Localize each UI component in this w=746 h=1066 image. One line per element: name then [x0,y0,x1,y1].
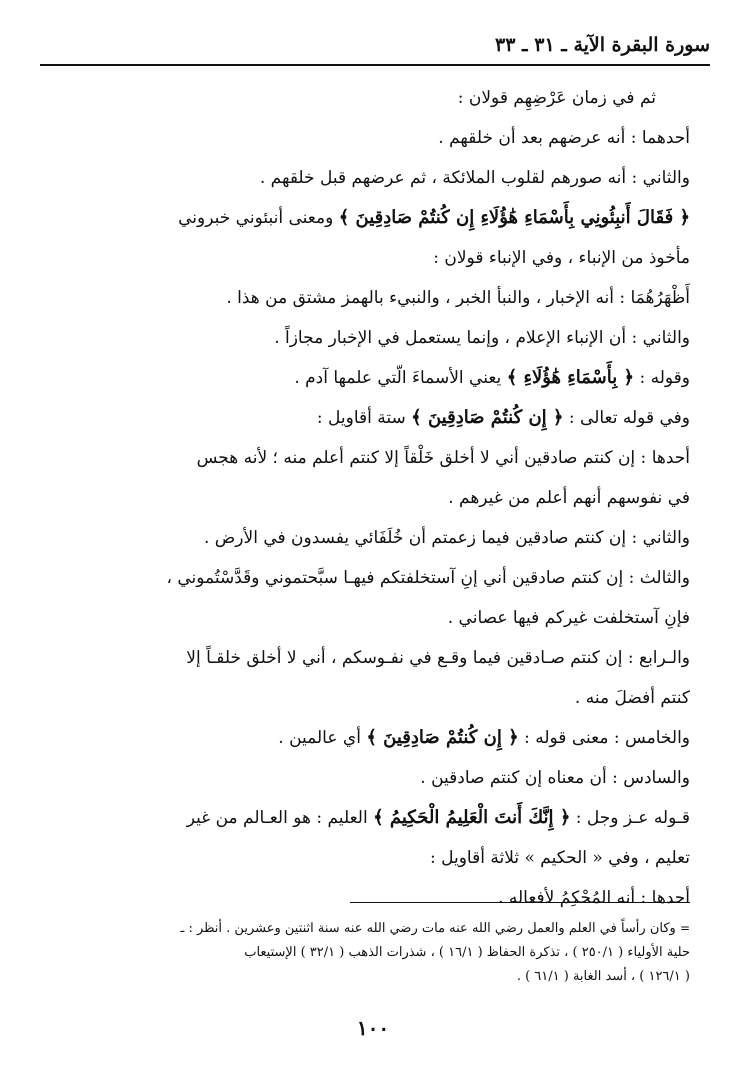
text-line: في نفوسهم أنهم أعلم من غيرهم . [448,488,690,508]
main-text [70,78,690,918]
line-text: قـوله عـز وجل : [570,808,690,828]
page-header [40,34,710,64]
text-line [70,718,690,758]
text-line: أَظْهَرُهُمَا : أنه الإخبار ، والنبأ الخبر ، والنبيء بالهمز مشتق من هذا . [226,288,690,308]
quran-quote: ﴿ إِن كُنتُمْ صَادِقِينَ ﴾ [411,407,564,428]
text-line [70,358,690,398]
text-line: ثم في زمان عَرْضِهِم قولان : [457,88,656,108]
text-line: مأخوذ من الإنباء ، وفي الإنباء قولان : [433,248,690,268]
text-line: أحدها : إن كنتم صادقين أني لا أخلق خَلْقاً إلا كنتم أعلم منه ؛ لأنه هجس [196,448,690,468]
quran-quote: ﴿ فَقَالَ أَنبِئُونِي بِأَسْمَاءِ هَٰؤُلَاءِ إِن كُنتُمْ صَادِقِينَ ﴾ [338,207,690,228]
text-line: تعليم ، وفي « الحكيم » ثلاثة أقاويل : [429,848,690,868]
quran-quote: ﴿ إِن كُنتُمْ صَادِقِينَ ﴾ [366,727,519,748]
line-text: أي عالمين . [278,728,367,748]
line-text: وفي قوله تعالى : [563,408,690,428]
text-line: والثاني : إن كنتم صادقين فيما زعمتم أن خُلَفَائي يفسدون في الأرض . [203,528,690,548]
header-divider [40,64,710,66]
footnotes [50,916,690,989]
footnote-line: حلية الأولياء ( ٢٥٠/١ ) ، تذكرة الحفاظ ( ١٦/١ ) ، شذرات الذهب ( ٣٢/١ ) الإستيعاب [244,945,690,960]
text-line: والثاني : أن الإنباء الإعلام ، وإنما يستعمل في الإخبار مجازاً . [274,328,690,348]
footnote-text: وكان رأساً في العلم والعمل رضي الله عنه مات رضي الله عنه سنة اثنتين وعشرين . أنظر : ـ [180,921,676,936]
footnote-continuation-mark: = [679,921,690,935]
quran-quote: ﴿ بِأَسْمَاءِ هَٰؤُلَاءِ ﴾ [506,367,635,388]
line-text: والخامس : معنى قوله : [518,728,690,748]
text-line: والثاني : أنه صورهم لقلوب الملائكة ، ثم عرضهم قبل خلقهم . [259,168,690,188]
text-line [70,798,690,838]
line-text: يعني الأسماءَ الّتي علمها آدم . [294,368,507,388]
page-number: ١٠٠ [356,1016,390,1040]
text-line: والثالث : إن كنتم صادقين أني إنِ آستخلفتكم فيهـا سبَّحتموني وقَدَّسْتُموني ، [166,568,690,588]
text-line: والسادس : أن معناه إن كنتم صادقين . [420,768,690,788]
text-line: والـرابع : إن كنتم صـادقين فيما وقـع في نفـوسكم ، أني لا أخلق خلقـاً إلا [186,648,690,668]
footnote-line [50,916,690,941]
text-line [70,398,690,438]
line-text: ومعنى أنبئوني خبروني [178,208,339,228]
text-line: أحدهما : أنه عرضهم بعد أن خلقهم . [438,128,690,148]
line-text: وقوله : [634,368,690,388]
text-line: كنتم أفضلَ منه . [574,688,690,708]
line-text: العليم : هو العـالم من غير [186,808,374,828]
footnote-divider [350,902,690,903]
text-line: أحدها : أنه المُحْكِمُ لأفعاله . [498,888,690,908]
line-text: ستة أقاويل : [316,408,412,428]
text-line: فإنِ آستخلفت غيركم فيها عصاني . [447,608,690,628]
text-line [70,198,690,238]
running-title: سورة البقرة الآية ـ ٣١ ـ ٣٣ [495,34,710,56]
footnote-line: ( ١٢٦/١ ) ، أسد الغابة ( ٦١/١ ) . [516,969,690,984]
quran-quote: ﴿ إِنَّكَ أَنتَ الْعَلِيمُ الْحَكِيمُ ﴾ [373,807,571,828]
